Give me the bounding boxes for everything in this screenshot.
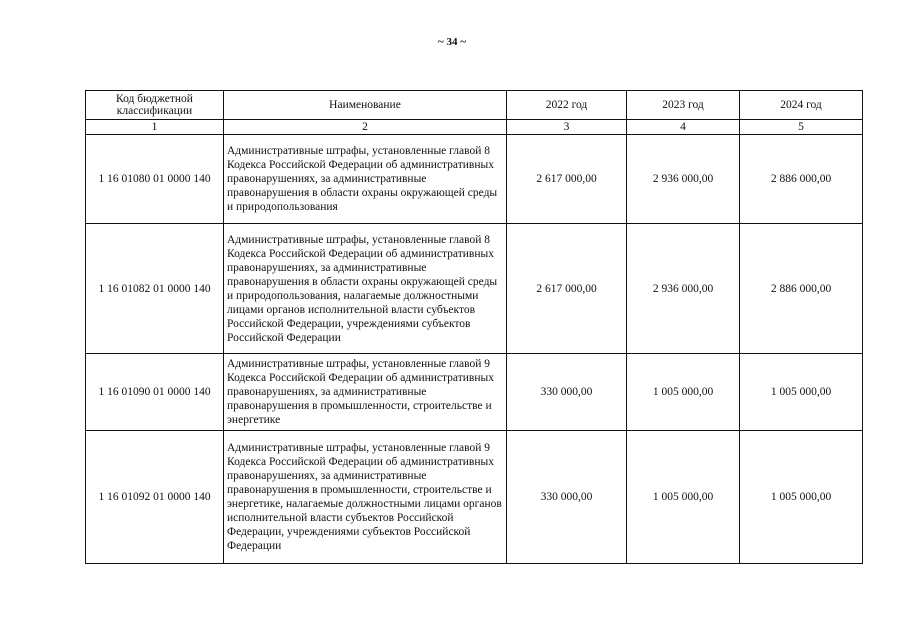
amount-2023-cell: 2 936 000,00 xyxy=(627,224,740,354)
table-row xyxy=(86,354,863,431)
header-year-2023: 2023 год xyxy=(627,91,740,120)
amount-2024-cell: 2 886 000,00 xyxy=(740,224,863,354)
header-year-2024: 2024 год xyxy=(740,91,863,120)
name-cell: Административные штрафы, установленные главой 8 Кодекса Российской Федерации об административных правонарушениях, за административные правонарушения в области охраны окружающей среды и природопользования xyxy=(224,135,507,224)
column-number-row xyxy=(86,120,863,135)
amount-2023-cell: 2 936 000,00 xyxy=(627,135,740,224)
name-cell: Административные штрафы, установленные главой 9 Кодекса Российской Федерации об административных правонарушениях, за административные правонарушения в промышленности, строительстве и энергетике, налагаемые должностными лицами органов исполнительной власти субъектов Российской Федерации, учреждениями субъектов Российской Федерации xyxy=(224,431,507,564)
amount-2022-cell: 330 000,00 xyxy=(507,431,627,564)
column-number: 2 xyxy=(224,120,507,135)
amount-2024-cell: 2 886 000,00 xyxy=(740,135,863,224)
budget-code-cell: 1 16 01080 01 0000 140 xyxy=(86,135,224,224)
amount-2023-cell: 1 005 000,00 xyxy=(627,431,740,564)
table-row xyxy=(86,224,863,354)
amount-2024-cell: 1 005 000,00 xyxy=(740,431,863,564)
column-number: 3 xyxy=(507,120,627,135)
budget-revenue-table xyxy=(85,90,863,564)
column-number: 5 xyxy=(740,120,863,135)
budget-code-cell: 1 16 01082 01 0000 140 xyxy=(86,224,224,354)
page-number: ~ 34 ~ xyxy=(438,36,466,48)
header-year-2022: 2022 год xyxy=(507,91,627,120)
header-name: Наименование xyxy=(224,91,507,120)
name-cell: Административные штрафы, установленные главой 9 Кодекса Российской Федерации об административных правонарушениях, за административные правонарушения в промышленности, строительстве и энергетике xyxy=(224,354,507,431)
header-budget-code: Код бюджетной классификации xyxy=(86,91,224,120)
budget-code-cell: 1 16 01090 01 0000 140 xyxy=(86,354,224,431)
amount-2023-cell: 1 005 000,00 xyxy=(627,354,740,431)
amount-2022-cell: 2 617 000,00 xyxy=(507,224,627,354)
table-row xyxy=(86,135,863,224)
budget-code-cell: 1 16 01092 01 0000 140 xyxy=(86,431,224,564)
table-header-row xyxy=(86,91,863,120)
table-row xyxy=(86,431,863,564)
amount-2022-cell: 2 617 000,00 xyxy=(507,135,627,224)
column-number: 4 xyxy=(627,120,740,135)
name-cell: Административные штрафы, установленные главой 8 Кодекса Российской Федерации об административных правонарушениях, за административные правонарушения в области охраны окружающей среды и природопользования, налагаемые должностными лицами органов исполнительной власти субъектов Российской Федерации, учреждениями субъектов Российской Федерации xyxy=(224,224,507,354)
amount-2022-cell: 330 000,00 xyxy=(507,354,627,431)
column-number: 1 xyxy=(86,120,224,135)
amount-2024-cell: 1 005 000,00 xyxy=(740,354,863,431)
